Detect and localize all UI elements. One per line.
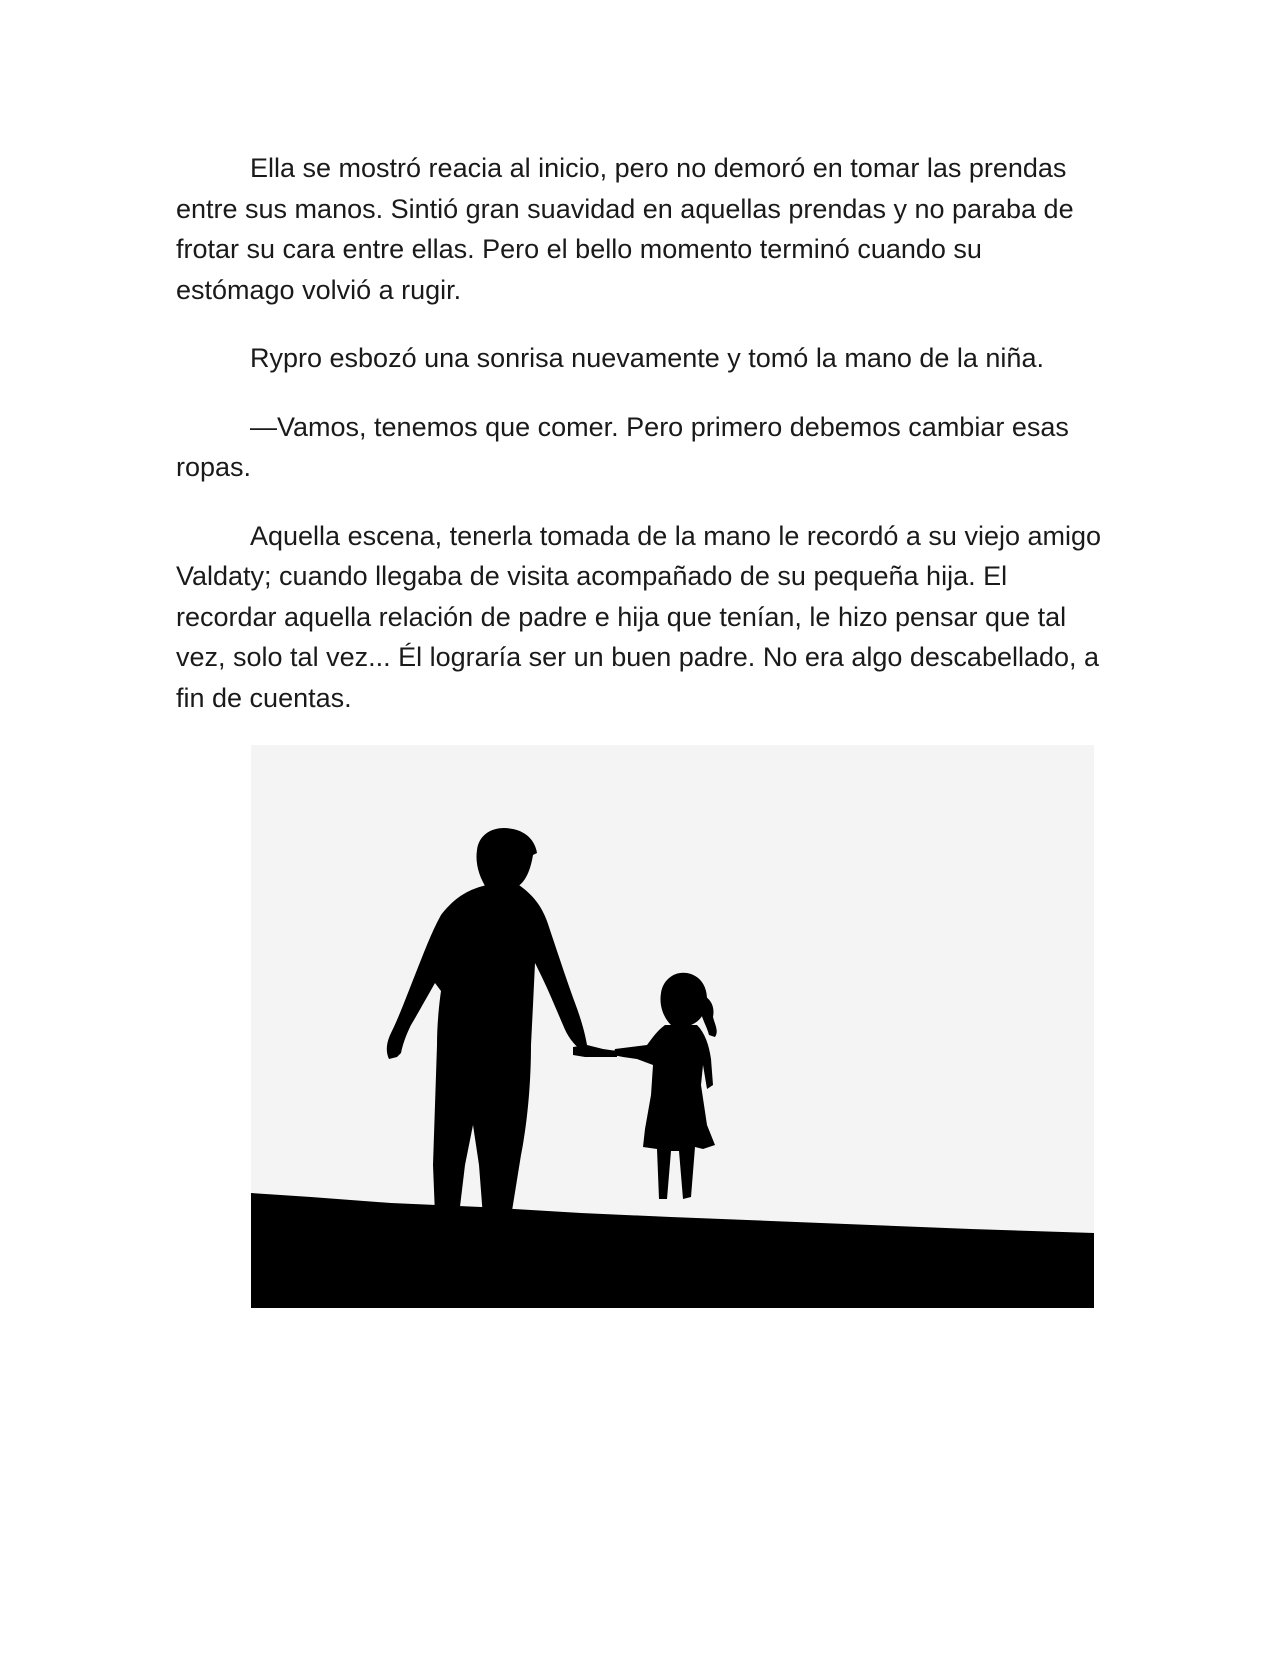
story-text (176, 148, 1106, 746)
silhouette-illustration (251, 745, 1094, 1308)
father-daughter-silhouette (251, 745, 1094, 1308)
paragraph-1: Ella se mostró reacia al inicio, pero no demoró en tomar las prendas entre sus manos. Sintió gran suavidad en aquellas prendas y no paraba de frotar su cara entre ellas. Pero el bello momento terminó cuando su estómago volvió a rugir. (176, 153, 1074, 305)
paragraph-4: Aquella escena, tenerla tomada de la mano le recordó a su viejo amigo Valdaty; cuando llegaba de visita acompañado de su pequeña hija. El recordar aquella relación de padre e hija que tenían, le hizo pensar que tal vez, solo tal vez... Él lograría ser un buen padre. No era algo descabellado, a fin de cuentas. (176, 520, 1102, 713)
paragraph-3: —Vamos, tenemos que comer. Pero primero debemos cambiar esas ropas. (176, 411, 1069, 482)
paragraph-2: Rypro esbozó una sonrisa nuevamente y tomó la mano de la niña. (250, 343, 1044, 373)
